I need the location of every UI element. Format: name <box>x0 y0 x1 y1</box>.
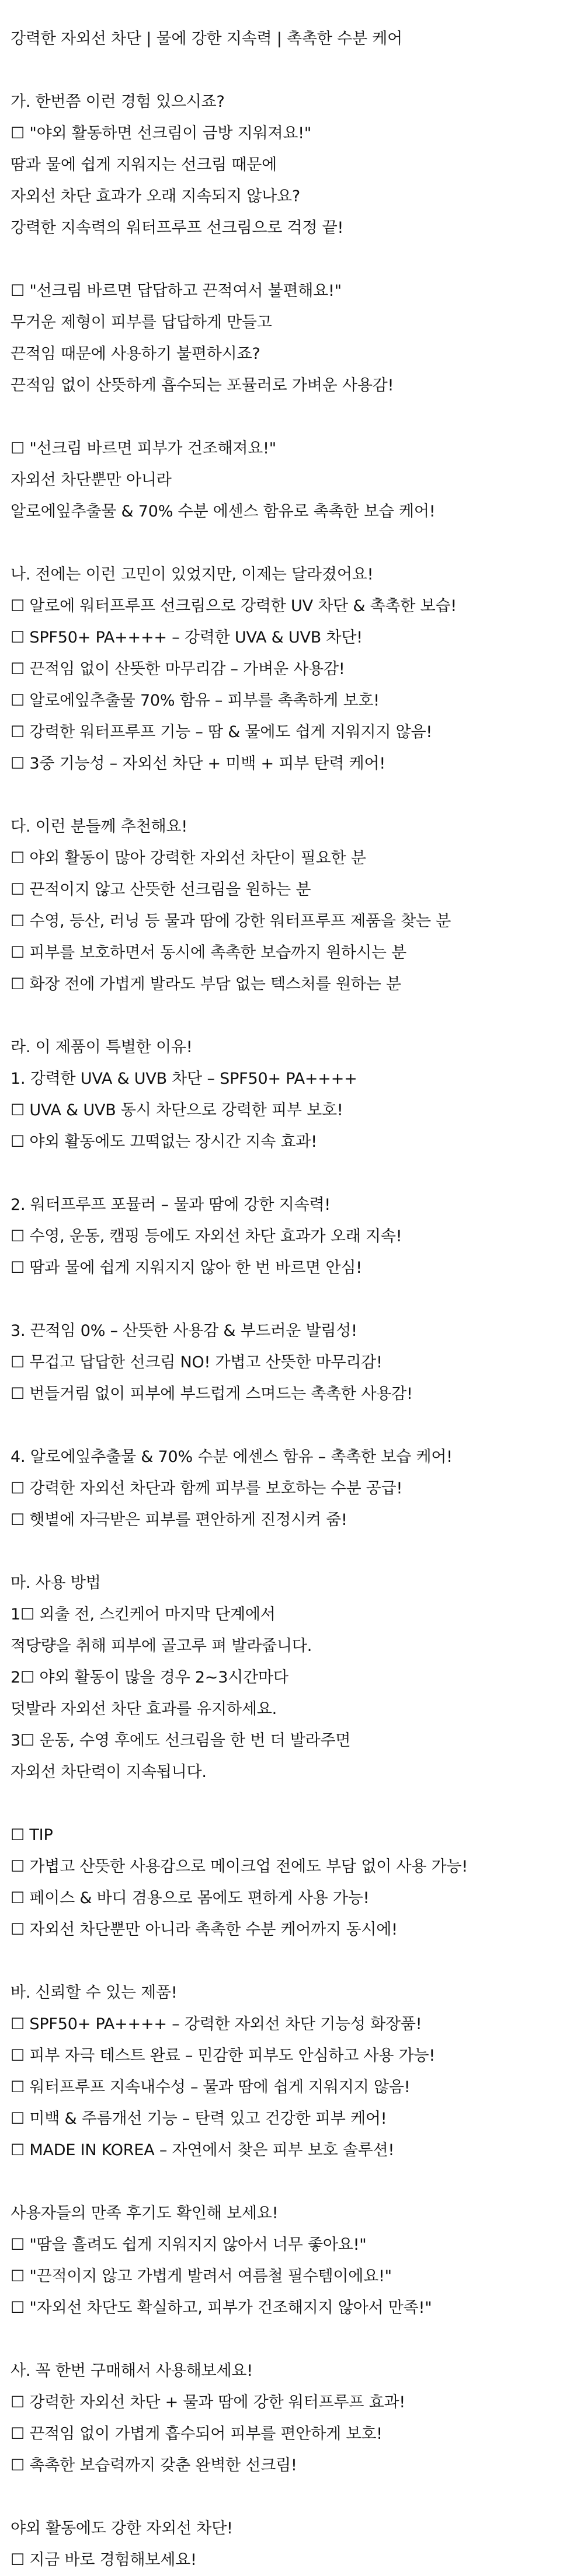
section-heading: 바. 신뢰할 수 있는 제품! <box>11 1984 178 2002</box>
text-line: 자외선 차단력이 지속됩니다. <box>11 1763 207 1781</box>
text-line: ☐ "선크림 바르면 답답하고 끈적여서 불편해요!" <box>11 282 342 300</box>
text-line: ☐ 자외선 차단뿐만 아니라 촉촉한 수분 케어까지 동시에! <box>11 1921 398 1939</box>
text-line: ☐ TIP <box>11 1826 53 1844</box>
closing-cta: ☐ 지금 바로 경험해보세요! <box>11 2551 197 2569</box>
text-line: ☐ SPF50+ PA++++ – 강력한 UVA & UVB 차단! <box>11 629 363 647</box>
text-line: ☐ 햇볕에 자극받은 피부를 편안하게 진정시켜 줌! <box>11 1511 347 1529</box>
text-line: ☐ 수영, 운동, 캠핑 등에도 자외선 차단 효과가 오래 지속! <box>11 1227 402 1245</box>
text-line: ☐ 번들거림 없이 피부에 부드럽게 스며드는 촉촉한 사용감! <box>11 1385 413 1403</box>
page-title: 강력한 자외선 차단 | 물에 강한 지속력 | 촉촉한 수분 케어 <box>11 30 403 48</box>
section-gap <box>11 2324 573 2355</box>
text-line: ☐ 촉촉한 보습력까지 갖춘 완벽한 선크림! <box>11 2456 297 2474</box>
section-heading: 다. 이런 분들께 추천해요! <box>11 818 187 836</box>
text-line: ☐ "야외 활동하면 선크림이 금방 지워져요!" <box>11 124 312 142</box>
section-ra <box>11 1032 573 1536</box>
text-line: ☐ MADE IN KOREA – 자연에서 찾은 피부 보호 솔루션! <box>11 2141 395 2159</box>
text-line: ☐ 화장 전에 가볍게 발라도 부담 없는 텍스처를 원하는 분 <box>11 975 401 993</box>
section-heading: 가. 한번쯤 이런 경험 있으시죠? <box>11 93 225 111</box>
text-line: ☐ 야외 활동이 많아 강력한 자외선 차단이 필요한 분 <box>11 849 366 867</box>
section-sa <box>11 2355 573 2481</box>
text-line: ☐ 강력한 워터프루프 기능 – 땀 & 물에도 쉽게 지워지지 않음! <box>11 723 433 741</box>
text-line: ☐ "선크림 바르면 피부가 건조해져요!" <box>11 439 276 458</box>
section-gap <box>11 1000 573 1032</box>
section-gap <box>11 1536 573 1568</box>
text-line: ☐ 알로에 워터프루프 선크림으로 강력한 UV 차단 & 촉촉한 보습! <box>11 597 457 615</box>
text-line: 자외선 차단 효과가 오래 지속되지 않나요? <box>11 187 301 205</box>
blank-line <box>11 402 573 433</box>
text-line: ☐ 무겁고 답답한 선크림 NO! 가볍고 산뜻한 마무리감! <box>11 1353 383 1371</box>
section-gap <box>11 55 573 86</box>
section-gap <box>11 780 573 811</box>
section-gap <box>11 2481 573 2513</box>
section-heading: 사. 꼭 한번 구매해서 사용해보세요! <box>11 2362 253 2380</box>
section-gap <box>11 2166 573 2198</box>
text-line: ☐ 페이스 & 바디 겸용으로 몸에도 편하게 사용 가능! <box>11 1889 370 1907</box>
text-line: ☐ 끈적임 없이 가볍게 흡수되어 피부를 편안하게 보호! <box>11 2425 383 2443</box>
text-line: ☐ 가볍고 산뜻한 사용감으로 메이크업 전에도 부담 없이 사용 가능! <box>11 1858 468 1876</box>
section-ba <box>11 1977 573 2166</box>
section-gap <box>11 1946 573 1977</box>
text-line: ☐ 수영, 등산, 러닝 등 물과 땀에 강한 워터프루프 제품을 찾는 분 <box>11 912 451 930</box>
section-heading: 사용자들의 만족 후기도 확인해 보세요! <box>11 2204 279 2222</box>
review-line: ☐ "자외선 차단도 확실하고, 피부가 건조해지지 않아서 만족!" <box>11 2299 432 2317</box>
text-line: ☐ SPF50+ PA++++ – 강력한 자외선 차단 기능성 화장품! <box>11 2015 422 2033</box>
text-line: 2☐ 야외 활동이 많을 경우 2~3시간마다 <box>11 1669 288 1687</box>
text-line: ☐ 끈적이지 않고 산뜻한 선크림을 원하는 분 <box>11 881 311 899</box>
section-da <box>11 811 573 1000</box>
text-line: 적당량을 취해 피부에 골고루 펴 발라줍니다. <box>11 1637 312 1655</box>
blank-line <box>11 1788 573 1820</box>
section-ga <box>11 86 573 528</box>
section-ma <box>11 1568 573 1946</box>
blank-line <box>11 244 573 275</box>
text-line: 2. 워터프루프 포뮬러 – 물과 땀에 강한 지속력! <box>11 1196 331 1214</box>
text-line: ☐ 야외 활동에도 끄떡없는 장시간 지속 효과! <box>11 1133 317 1151</box>
section-heading: 마. 사용 방법 <box>11 1574 101 1592</box>
text-line: 무거운 제형이 피부를 답답하게 만들고 <box>11 313 272 331</box>
text-line: ☐ 땀과 물에 쉽게 지워지지 않아 한 번 바르면 안심! <box>11 1259 362 1277</box>
blank-line <box>11 1284 573 1315</box>
text-line: ☐ 강력한 자외선 차단 + 물과 땀에 강한 워터프루프 효과! <box>11 2393 406 2411</box>
text-line: ☐ UVA & UVB 동시 차단으로 강력한 피부 보호! <box>11 1101 343 1119</box>
section-na <box>11 559 573 780</box>
text-line: ☐ 끈적임 없이 산뜻한 마무리감 – 가벼운 사용감! <box>11 660 345 678</box>
text-line: 3. 끈적임 0% – 산뜻한 사용감 & 부드러운 발림성! <box>11 1322 357 1340</box>
text-line: ☐ 피부 자극 테스트 완료 – 민감한 피부도 안심하고 사용 가능! <box>11 2047 436 2065</box>
section-reviews <box>11 2198 573 2324</box>
text-line: ☐ 강력한 자외선 차단과 함께 피부를 보호하는 수분 공급! <box>11 1479 403 1498</box>
text-line: 땀과 물에 쉽게 지워지는 선크림 때문에 <box>11 156 277 174</box>
text-line: 1. 강력한 UVA & UVB 차단 – SPF50+ PA++++ <box>11 1070 357 1088</box>
review-line: ☐ "끈적이지 않고 가볍게 발려서 여름철 필수템이에요!" <box>11 2267 392 2285</box>
text-line: ☐ 미백 & 주름개선 기능 – 탄력 있고 건강한 피부 케어! <box>11 2110 387 2128</box>
section-closing <box>11 2513 573 2576</box>
text-line: ☐ 피부를 보호하면서 동시에 촉촉한 보습까지 원하시는 분 <box>11 944 406 962</box>
blank-line <box>11 1158 573 1189</box>
section-heading: 라. 이 제품이 특별한 이유! <box>11 1038 193 1056</box>
text-line: 3☐ 운동, 수영 후에도 선크림을 한 번 더 발라주면 <box>11 1732 351 1750</box>
text-line: 자외선 차단뿐만 아니라 <box>11 471 172 489</box>
text-line: 4. 알로에잎추출물 & 70% 수분 에센스 함유 – 촉촉한 보습 케어! <box>11 1448 453 1466</box>
text-line: 끈적임 때문에 사용하기 불편하시죠? <box>11 345 260 363</box>
closing-line: 야외 활동에도 강한 자외선 차단! <box>11 2519 233 2537</box>
blank-line <box>11 1410 573 1441</box>
review-line: ☐ "땀을 흘려도 쉽게 지워지지 않아서 너무 좋아요!" <box>11 2236 367 2254</box>
text-line: ☐ 워터프루프 지속내수성 – 물과 땀에 쉽게 지워지지 않음! <box>11 2078 411 2096</box>
text-line: 끈적임 없이 산뜻하게 흡수되는 포뮬러로 가벼운 사용감! <box>11 376 394 395</box>
text-line: ☐ 알로에잎추출물 70% 함유 – 피부를 촉촉하게 보호! <box>11 692 380 710</box>
section-gap <box>11 528 573 559</box>
section-heading: 나. 전에는 이런 고민이 있었지만, 이제는 달라졌어요! <box>11 566 374 584</box>
text-line: 알로에잎추출물 & 70% 수분 에센스 함유로 촉촉한 보습 케어! <box>11 502 436 521</box>
text-line: ☐ 3중 기능성 – 자외선 차단 + 미백 + 피부 탄력 케어! <box>11 755 385 773</box>
text-line: 강력한 지속력의 워터프루프 선크림으로 걱정 끝! <box>11 219 344 237</box>
description-content <box>11 23 573 2576</box>
text-line: 1☐ 외출 전, 스킨케어 마지막 단계에서 <box>11 1605 276 1624</box>
text-line: 덧발라 자외선 차단 효과를 유지하세요. <box>11 1700 277 1718</box>
